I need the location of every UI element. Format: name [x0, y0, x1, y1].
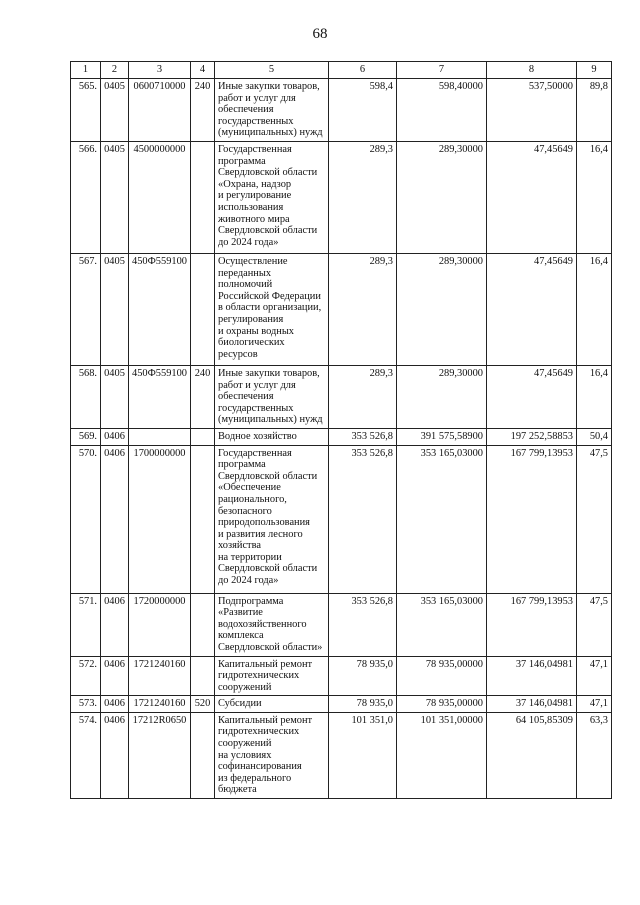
- expense-type-code: [191, 253, 215, 365]
- value-col-8: 64 105,85309: [487, 712, 577, 798]
- item-name-line: Капитальный ремонт: [218, 658, 313, 670]
- item-name-line: Свердловской области: [218, 225, 318, 237]
- table-row: [71, 141, 612, 253]
- value-col-9: 89,8: [577, 79, 612, 142]
- section-code: 0405: [101, 365, 129, 428]
- value-col-6: 78 935,0: [329, 656, 397, 696]
- item-name-line: Государственная: [218, 447, 292, 459]
- table-row: [71, 593, 612, 656]
- value-col-6: 289,3: [329, 141, 397, 253]
- item-name-line: Иные закупки товаров,: [218, 367, 320, 379]
- item-name-line: Субсидии: [218, 698, 262, 710]
- item-name-line: гидротехнических: [218, 670, 300, 682]
- item-name: [215, 79, 329, 142]
- item-name-line: гидротехнических: [218, 726, 300, 738]
- item-name-line: сооружений: [218, 681, 272, 693]
- value-col-8: 37 146,04981: [487, 656, 577, 696]
- item-name: [215, 656, 329, 696]
- value-col-7: 598,40000: [397, 79, 487, 142]
- item-name-line: Иные закупки товаров,: [218, 81, 320, 92]
- item-name-line: до 2024 года»: [218, 575, 279, 587]
- value-col-7: 78 935,00000: [397, 656, 487, 696]
- value-col-9: 50,4: [577, 428, 612, 445]
- expense-type-code: [191, 656, 215, 696]
- row-number: 569.: [71, 428, 101, 445]
- row-number: 571.: [71, 593, 101, 656]
- value-col-9: 47,1: [577, 696, 612, 713]
- page-number: 68: [312, 26, 328, 42]
- item-name-line: Осуществление: [218, 255, 288, 267]
- column-header-1: 1: [71, 62, 101, 79]
- value-col-7: 353 165,03000: [397, 445, 487, 593]
- item-name-line: «Обеспечение: [218, 482, 281, 494]
- value-col-6: 353 526,8: [329, 428, 397, 445]
- item-name-line: до 2024 года»: [218, 236, 279, 248]
- value-col-7: 353 165,03000: [397, 593, 487, 656]
- item-name-line: переданных: [218, 267, 272, 279]
- value-col-8: 47,45649: [487, 141, 577, 253]
- item-name-line: Водное хозяйство: [218, 430, 297, 442]
- value-col-9: 16,4: [577, 141, 612, 253]
- row-number: 565.: [71, 79, 101, 142]
- value-col-9: 63,3: [577, 712, 612, 798]
- section-code: 0405: [101, 141, 129, 253]
- item-name-line: программа: [218, 155, 266, 167]
- item-name-line: водохозяйственного: [218, 618, 307, 630]
- column-header-9: 9: [577, 62, 612, 79]
- value-col-6: 289,3: [329, 253, 397, 365]
- item-name-line: бюджета: [218, 784, 257, 796]
- value-col-8: 37 146,04981: [487, 696, 577, 713]
- value-col-8: 47,45649: [487, 365, 577, 428]
- expense-type-code: 240: [191, 365, 215, 428]
- item-name-line: хозяйства: [218, 540, 261, 552]
- value-col-6: 353 526,8: [329, 445, 397, 593]
- item-name-line: безопасного: [218, 505, 272, 517]
- value-col-7: 289,30000: [397, 141, 487, 253]
- target-article-code: 1721240160: [129, 696, 191, 713]
- item-name-line: Российской Федерации: [218, 290, 321, 302]
- value-col-6: 598,4: [329, 79, 397, 142]
- target-article-code: 1720000000: [129, 593, 191, 656]
- section-code: 0405: [101, 79, 129, 142]
- section-code: 0406: [101, 593, 129, 656]
- item-name-line: на условиях: [218, 749, 272, 761]
- item-name: [215, 253, 329, 365]
- section-code: 0405: [101, 253, 129, 365]
- item-name-line: (муниципальных) нужд: [218, 127, 323, 139]
- item-name-line: и регулирование: [218, 190, 292, 202]
- item-name-line: из федерального: [218, 772, 292, 784]
- item-name-line: природопользования: [218, 517, 310, 529]
- item-name: [215, 365, 329, 428]
- item-name: [215, 696, 329, 713]
- item-name-line: работ и услуг для: [218, 92, 296, 104]
- item-name-line: Подпрограмма: [218, 595, 284, 607]
- item-name-line: рационального,: [218, 493, 287, 505]
- item-name-line: Свердловской области»: [218, 641, 323, 653]
- expense-type-code: [191, 593, 215, 656]
- value-col-8: 47,45649: [487, 253, 577, 365]
- item-name-line: (муниципальных) нужд: [218, 414, 323, 426]
- section-code: 0406: [101, 428, 129, 445]
- header-row: [71, 62, 612, 79]
- target-article-code: 1700000000: [129, 445, 191, 593]
- item-name-line: Свердловской области: [218, 167, 318, 179]
- item-name: [215, 428, 329, 445]
- item-name-line: программа: [218, 459, 266, 471]
- target-article-code: 450Ф559100: [129, 253, 191, 365]
- expense-type-code: [191, 445, 215, 593]
- item-name-line: обеспечения: [218, 104, 274, 116]
- item-name: [215, 445, 329, 593]
- item-name-line: комплекса: [218, 630, 264, 642]
- value-col-7: 289,30000: [397, 365, 487, 428]
- value-col-8: 167 799,13953: [487, 593, 577, 656]
- table-row: [71, 428, 612, 445]
- table-body: [71, 79, 612, 799]
- expense-type-code: [191, 141, 215, 253]
- value-col-8: 197 252,58853: [487, 428, 577, 445]
- row-number: 574.: [71, 712, 101, 798]
- budget-table: [70, 61, 612, 799]
- value-col-9: 16,4: [577, 253, 612, 365]
- column-header-6: 6: [329, 62, 397, 79]
- column-header-3: 3: [129, 62, 191, 79]
- value-col-6: 289,3: [329, 365, 397, 428]
- expense-type-code: 240: [191, 79, 215, 142]
- target-article-code: 450Ф559100: [129, 365, 191, 428]
- table-row: [71, 365, 612, 428]
- row-number: 572.: [71, 656, 101, 696]
- item-name-line: на территории: [218, 551, 282, 563]
- value-col-6: 353 526,8: [329, 593, 397, 656]
- target-article-code: [129, 428, 191, 445]
- item-name-line: биологических: [218, 337, 285, 349]
- table-row: [71, 656, 612, 696]
- row-number: 570.: [71, 445, 101, 593]
- value-col-7: 101 351,00000: [397, 712, 487, 798]
- item-name-line: и охраны водных: [218, 325, 294, 337]
- section-code: 0406: [101, 445, 129, 593]
- table-row: [71, 696, 612, 713]
- value-col-9: 47,5: [577, 593, 612, 656]
- item-name-line: регулирования: [218, 313, 284, 325]
- value-col-6: 78 935,0: [329, 696, 397, 713]
- item-name-line: обеспечения: [218, 391, 274, 403]
- value-col-7: 289,30000: [397, 253, 487, 365]
- column-header-7: 7: [397, 62, 487, 79]
- section-code: 0406: [101, 696, 129, 713]
- item-name-line: Капитальный ремонт: [218, 714, 313, 726]
- table-row: [71, 712, 612, 798]
- item-name-line: и развития лесного: [218, 528, 303, 540]
- table-row: [71, 253, 612, 365]
- item-name-line: использования: [218, 201, 284, 213]
- item-name-line: государственных: [218, 115, 294, 127]
- value-col-7: 391 575,58900: [397, 428, 487, 445]
- item-name-line: «Развитие: [218, 607, 263, 619]
- table-row: [71, 445, 612, 593]
- item-name-line: сооружений: [218, 738, 272, 750]
- row-number: 566.: [71, 141, 101, 253]
- column-header-2: 2: [101, 62, 129, 79]
- target-article-code: 0600710000: [129, 79, 191, 142]
- column-header-8: 8: [487, 62, 577, 79]
- item-name-line: работ и услуг для: [218, 379, 296, 391]
- target-article-code: 1721240160: [129, 656, 191, 696]
- row-number: 568.: [71, 365, 101, 428]
- target-article-code: 4500000000: [129, 141, 191, 253]
- value-col-8: 537,50000: [487, 79, 577, 142]
- item-name-line: полномочий: [218, 279, 273, 291]
- value-col-8: 167 799,13953: [487, 445, 577, 593]
- item-name-line: животного мира: [218, 213, 290, 225]
- value-col-9: 47,1: [577, 656, 612, 696]
- item-name-line: Свердловской области: [218, 563, 318, 575]
- column-header-4: 4: [191, 62, 215, 79]
- target-article-code: 17212R0650: [129, 712, 191, 798]
- expense-type-code: [191, 712, 215, 798]
- item-name: [215, 593, 329, 656]
- expense-type-code: [191, 428, 215, 445]
- table-row: [71, 79, 612, 142]
- item-name: [215, 712, 329, 798]
- value-col-7: 78 935,00000: [397, 696, 487, 713]
- row-number: 567.: [71, 253, 101, 365]
- item-name: [215, 141, 329, 253]
- row-number: 573.: [71, 696, 101, 713]
- item-name-line: Государственная: [218, 143, 292, 155]
- value-col-9: 47,5: [577, 445, 612, 593]
- column-header-5: 5: [215, 62, 329, 79]
- item-name-line: государственных: [218, 402, 294, 414]
- section-code: 0406: [101, 656, 129, 696]
- item-name-line: в области организации,: [218, 302, 322, 314]
- item-name-line: ресурсов: [218, 348, 258, 360]
- item-name-line: софинансирования: [218, 761, 302, 773]
- item-name-line: Свердловской области: [218, 470, 318, 482]
- section-code: 0406: [101, 712, 129, 798]
- item-name-line: «Охрана, надзор: [218, 178, 292, 190]
- expense-type-code: 520: [191, 696, 215, 713]
- value-col-6: 101 351,0: [329, 712, 397, 798]
- value-col-9: 16,4: [577, 365, 612, 428]
